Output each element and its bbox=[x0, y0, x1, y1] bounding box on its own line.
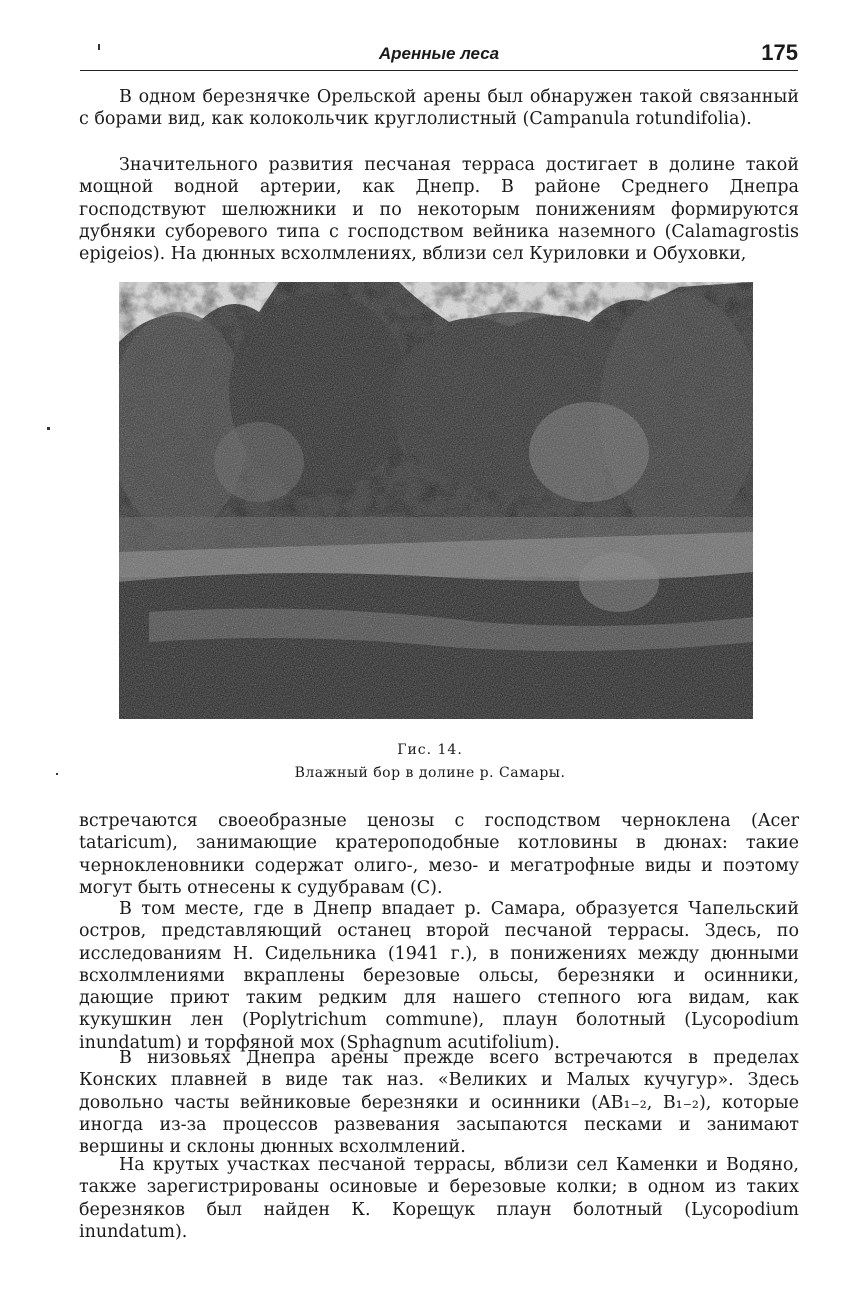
figure-caption: Влажный бор в долине р. Самары. bbox=[294, 765, 566, 781]
page-number: 175 bbox=[761, 40, 798, 65]
paragraph-6: На крутых участках песчаной террасы, вблизи сел Каменки и Водяно, также зарегистрированы осиновые и березовые колки; в одном из таких березняков был найден К. Корещук плаун болотный (Lycopodium inundatum). bbox=[79, 1155, 799, 1242]
paragraph-2: Значительного развития песчаная терраса достигает в долине такой мощной водной артерии, как Днепр. В районе Среднего Днепра господствуют шелюжники и по некоторым понижениям формируются дубняки суборевого типа с господством вейника наземного (Calamagrostis epigeios). На дюнных всхолмлениях, вблизи сел Куриловки и Обуховки, bbox=[79, 155, 799, 265]
paragraph-3: встречаются своеобразные ценозы с господством черноклена (Acer tataricum), занимающие кратероподобные котловины в дюнах: такие черноклeновники содержат олиго-, мезо- и мегатрофные виды и поэтому могут быть отнесены к судубравам (С). bbox=[79, 811, 799, 898]
page-header bbox=[80, 38, 798, 71]
running-title: Аренные леса bbox=[378, 44, 500, 63]
paragraph-5: В низовьях Днепра арены прежде всего встречаются в пределах Конских плавней в виде так наз. «Великих и Малых кучугур». Здесь довольно часты вейниковые березняки и осинники (AB₁₋₂, B₁₋₂), которые иногда из-за процессов развевания засыпаются песками и занимают вершины и склоны дюнных всхолмлений. bbox=[79, 1048, 799, 1158]
forest-photo bbox=[119, 282, 753, 719]
figure-number: Гис. 14. bbox=[397, 742, 463, 758]
scan-speck bbox=[47, 427, 50, 430]
paragraph-4: В том месте, где в Днепр впадает р. Самара, образуется Чапельский остров, представляющий останец второй песчаной террасы. Здесь, по исследованиям Н. Сидельника (1941 г.), в понижениях между дюнными всхолмлениями вкраплены березовые ольсы, березняки и осинники, дающие приют таким редким для нашего степного юга видам, как кукушкин лен (Poplytrichum commune), плаун болотный (Lycopodium inundatum) и торфяной мох (Sphagnum acutifolium). bbox=[79, 899, 799, 1053]
paragraph-1: В одном березнячке Орельской арены был обнаружен такой связанный с борами вид, как колокольчик круглолистный (Campanula rotundifolia). bbox=[79, 87, 799, 130]
